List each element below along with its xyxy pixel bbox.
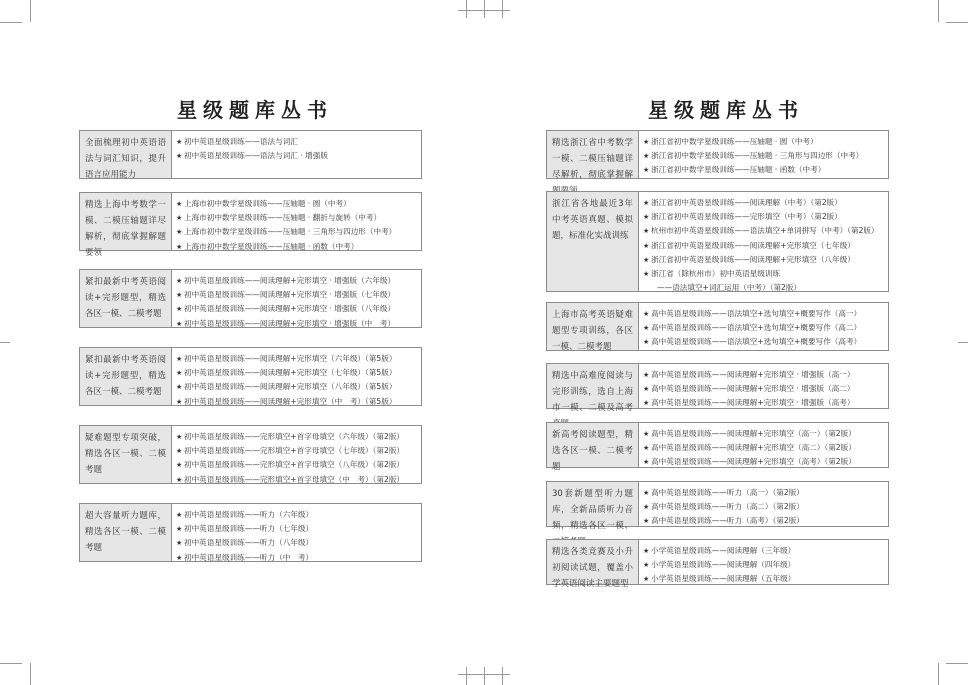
star-icon: ★ — [643, 270, 650, 279]
star-icon: ★ — [643, 199, 650, 207]
star-icon: ★ — [643, 152, 650, 161]
book-title: ★ 上海市初中数学星级训练——压轴题 · 函数（中考） — [176, 240, 417, 254]
title-list — [172, 504, 421, 561]
book-series-card — [546, 481, 889, 531]
book-series-card — [79, 347, 422, 406]
star-icon: ★ — [643, 213, 650, 222]
book-title: ★ 浙江省初中数学星级训练——压轴题 · 圆（中考） — [643, 135, 884, 149]
star-icon: ★ — [643, 575, 650, 584]
title-list — [172, 426, 421, 483]
book-series-card — [79, 192, 422, 258]
book-title: ★ 初中英语星级训练——听力（中 考） — [176, 551, 417, 565]
book-title: ★ 初中英语星级训练——阅读理解+完形填空（六年级）（第5版） — [176, 352, 417, 366]
book-title: ★ 浙江省初中英语星级训练——完形填空（中考）（第2版） — [643, 210, 884, 224]
book-title: ★ 初中英语星级训练——阅读理解+完形填空 · 增强版（八年级） — [176, 302, 417, 316]
star-icon: ★ — [176, 138, 183, 146]
book-title: ★ 初中英语星级训练——阅读理解+完形填空 · 增强版（七年级） — [176, 288, 417, 302]
star-icon: ★ — [176, 475, 183, 484]
star-icon: ★ — [643, 547, 650, 555]
star-icon: ★ — [176, 383, 183, 392]
page-title: 星级题库丛书 — [177, 98, 333, 122]
book-title: ★ 高中英语星级训练——阅读理解+完形填空 · 增强版（高考） — [643, 396, 884, 410]
book-title: ★ 初中英语星级训练——阅读理解+完形填空 · 增强版（中 考） — [176, 317, 417, 331]
book-title: ★ 初中英语星级训练——听力（八年级） — [176, 536, 417, 550]
book-series-card — [79, 269, 422, 328]
series-description: 精选中高难度阅读与完形训练，选自上海市一模、二模及高考 — [547, 364, 639, 408]
book-title: ★ 高中英语星级训练——阅读理解+完形填空（高二）（第2版） — [643, 441, 884, 455]
title-list — [639, 423, 888, 467]
star-icon: ★ — [176, 461, 183, 470]
book-series-card — [546, 422, 889, 472]
star-icon: ★ — [176, 511, 183, 519]
book-title: ★ 浙江省初中英语星级训练——阅读理解+完形填空（八年级） — [643, 253, 884, 267]
series-description: 紧扣最新中考英语阅读+完形题型，精选各区一模、二模考题 — [80, 270, 172, 327]
star-icon: ★ — [643, 241, 650, 250]
book-title: ★ 浙江省（除杭州市）初中英语星级训练 — [643, 267, 884, 281]
book-title: ★ 浙江省初中数学星级训练——压轴题 · 函数（中考） — [643, 163, 884, 177]
star-icon: ★ — [176, 433, 183, 441]
star-icon: ★ — [643, 255, 650, 264]
star-icon: ★ — [176, 152, 183, 161]
crop-mark — [458, 674, 510, 675]
crop-mark — [502, 0, 503, 18]
title-list — [172, 270, 421, 327]
book-title: ★ 初中英语星级训练——完形填空+首字母填空（中 考）（第2版） — [176, 473, 417, 487]
crop-mark — [958, 342, 968, 343]
crop-mark — [466, 0, 467, 18]
book-title: ★ 初中英语星级训练——完形填空+首字母填空（七年级）（第2版） — [176, 444, 417, 458]
crop-mark — [946, 22, 968, 23]
title-list — [639, 540, 888, 584]
star-icon: ★ — [643, 489, 650, 497]
crop-mark — [0, 22, 22, 23]
star-icon: ★ — [176, 355, 183, 363]
book-title: ★ 小学英语星级训练——阅读理解（三年级） — [643, 544, 884, 558]
book-series-card — [546, 130, 889, 179]
book-title: ★ 浙江省初中英语星级训练——阅读理解（中考）（第2版） — [643, 196, 884, 210]
title-list — [639, 192, 888, 291]
book-title: ★ 初中英语星级训练——阅读理解+完形填空（七年级）（第5版） — [176, 366, 417, 380]
star-icon: ★ — [643, 399, 650, 408]
star-icon: ★ — [176, 553, 183, 562]
title-list — [639, 482, 888, 526]
book-title: ★ 初中英语星级训练——阅读理解+完形填空（八年级）（第5版） — [176, 380, 417, 394]
book-title: ★ 高中英语星级训练——阅读理解+完形填空 · 增强版（高一） — [643, 368, 884, 382]
crop-mark — [938, 0, 939, 22]
title-list — [639, 364, 888, 408]
series-description: 新高考阅读题型，精选各区一模、二模考题 — [547, 423, 639, 467]
book-title: ★ 高中英语星级训练——听力（高考）（第2版） — [643, 514, 884, 528]
book-title: ★ 初中英语星级训练——语法与词汇 — [176, 135, 417, 149]
series-description: 精选浙江省中考数学一模、二模压轴题详尽解析，彻底掌握解 — [547, 131, 639, 178]
star-icon: ★ — [176, 291, 183, 300]
crop-mark — [30, 663, 31, 685]
book-title: ★ 浙江省初中数学星级训练——压轴题 · 三角形与四边形（中考） — [643, 149, 884, 163]
star-icon: ★ — [643, 444, 650, 453]
book-series-card — [79, 503, 422, 562]
crop-mark — [484, 0, 485, 18]
star-icon: ★ — [643, 166, 650, 175]
book-title: ★ 杭州市初中英语星级训练——语法填空+单词拼写（中考）（第2版） — [643, 224, 884, 238]
book-title: ★ 高中英语星级训练——阅读理解+完形填空（高考）（第2版） — [643, 455, 884, 469]
book-title: ★ 初中英语星级训练——阅读理解+完形填空（中 考）（第5版） — [176, 395, 417, 409]
book-series-card — [79, 425, 422, 484]
star-icon: ★ — [643, 430, 650, 438]
star-icon: ★ — [643, 561, 650, 570]
star-icon: ★ — [643, 338, 650, 347]
book-title: ★ 初中英语星级训练——阅读理解+完形填空 · 增强版（六年级） — [176, 274, 417, 288]
series-description: 30套新题型听力题库，全新品质听力音频，精选各区一模、 — [547, 482, 639, 526]
star-icon: ★ — [176, 200, 183, 208]
series-description: 精选各类竞赛及小升初阅读试题，覆盖小学英语阅读主要题型 — [547, 540, 639, 584]
book-title: ★ 小学英语星级训练——阅读理解（五年级） — [643, 572, 884, 586]
book-title: ★ 高中英语星级训练——语法填空+选句填空+概要写作（高一） — [643, 307, 884, 321]
star-icon: ★ — [176, 397, 183, 406]
crop-mark — [502, 667, 503, 685]
star-icon: ★ — [176, 277, 183, 285]
book-series-card — [546, 363, 889, 413]
book-title: ★ 初中英语星级训练——完形填空+首字母填空（六年级）（第2版） — [176, 430, 417, 444]
star-icon: ★ — [643, 503, 650, 512]
star-icon: ★ — [643, 227, 650, 236]
star-icon: ★ — [643, 371, 650, 379]
book-title: ★ 上海市初中数学星级训练——压轴题 · 圆（中考） — [176, 197, 417, 211]
series-description: 超大容量听力题库，精选各区一模、二模考题 — [80, 504, 172, 561]
book-title: ★ 上海市初中数学星级训练——压轴题 · 三角形与四边形（中考） — [176, 225, 417, 239]
crop-mark — [30, 0, 31, 22]
book-series-card — [546, 191, 889, 292]
series-description: 疑难题型专项突破，精选各区一模、二模考题 — [80, 426, 172, 483]
series-description: 精选上海中考数学一模、二模压轴题详尽解析，彻底掌握解题要领 — [80, 193, 172, 250]
book-series-card — [546, 302, 889, 351]
star-icon: ★ — [176, 214, 183, 223]
book-title: ★ 小学英语星级训练——阅读理解（四年级） — [643, 558, 884, 572]
book-title: ★ 浙江省初中英语星级训练——阅读理解+完形填空（七年级） — [643, 239, 884, 253]
crop-mark — [0, 342, 10, 343]
book-title: ★ 初中英语星级训练——语法与词汇 · 增强版 — [176, 149, 417, 163]
book-title: ★ 高中英语星级训练——阅读理解+完形填空 · 增强版（高二） — [643, 382, 884, 396]
crop-mark — [0, 663, 22, 664]
book-title: ★ 高中英语星级训练——听力（高二）（第2版） — [643, 500, 884, 514]
title-list — [639, 131, 888, 178]
crop-mark — [938, 663, 939, 685]
book-title: ★ 初中英语星级训练——听力（七年级） — [176, 522, 417, 536]
crop-mark — [484, 667, 485, 685]
book-title: ★ 高中英语星级训练——听力（高一）（第2版） — [643, 486, 884, 500]
star-icon: ★ — [176, 525, 183, 534]
book-title: ★ 初中英语星级训练——听力（六年级） — [176, 508, 417, 522]
book-title-continuation: ——语法填空+词汇运用（中考）（第2版） — [657, 283, 802, 293]
title-list — [172, 348, 421, 405]
series-description: 浙江省各地最近3年中考英语真题、模拟题，标准化实战训练 — [547, 192, 639, 291]
title-list — [639, 303, 888, 350]
book-title: ★ 上海市初中数学星级训练——压轴题 · 翻折与旋转（中考） — [176, 211, 417, 225]
book-series-card — [546, 539, 889, 589]
book-title: ★ 高中英语星级训练——语法填空+选句填空+概要写作（高考） — [643, 335, 884, 349]
star-icon: ★ — [643, 310, 650, 318]
crop-mark — [466, 667, 467, 685]
star-icon: ★ — [643, 324, 650, 333]
book-title: ★ 高中英语星级训练——语法填空+选句填空+概要写作（高二） — [643, 321, 884, 335]
book-title: ★ 初中英语星级训练——完形填空+首字母填空（八年级）（第2版） — [176, 458, 417, 472]
star-icon: ★ — [176, 369, 183, 378]
star-icon: ★ — [643, 458, 650, 467]
star-icon: ★ — [176, 447, 183, 456]
series-description: 全面梳理初中英语语法与词汇知识，提升语言应用能力 — [80, 131, 172, 178]
star-icon: ★ — [176, 305, 183, 314]
title-list — [172, 193, 421, 250]
star-icon: ★ — [176, 319, 183, 328]
star-icon: ★ — [176, 228, 183, 237]
series-description: 上海市高考英语疑难题型专项训练，各区一模、二模考题 — [547, 303, 639, 350]
star-icon: ★ — [643, 385, 650, 394]
star-icon: ★ — [176, 539, 183, 548]
series-description: 紧扣最新中考英语阅读+完形题型，精选各区一模、二模考题 — [80, 348, 172, 405]
book-title: ★ 高中英语星级训练——阅读理解+完形填空（高一）（第2版） — [643, 427, 884, 441]
book-series-card — [79, 130, 422, 179]
star-icon: ★ — [643, 517, 650, 526]
star-icon: ★ — [176, 242, 183, 251]
page-title: 星级题库丛书 — [648, 98, 804, 122]
crop-mark — [946, 663, 968, 664]
crop-mark — [458, 10, 510, 11]
star-icon: ★ — [643, 138, 650, 146]
title-list — [172, 131, 421, 178]
